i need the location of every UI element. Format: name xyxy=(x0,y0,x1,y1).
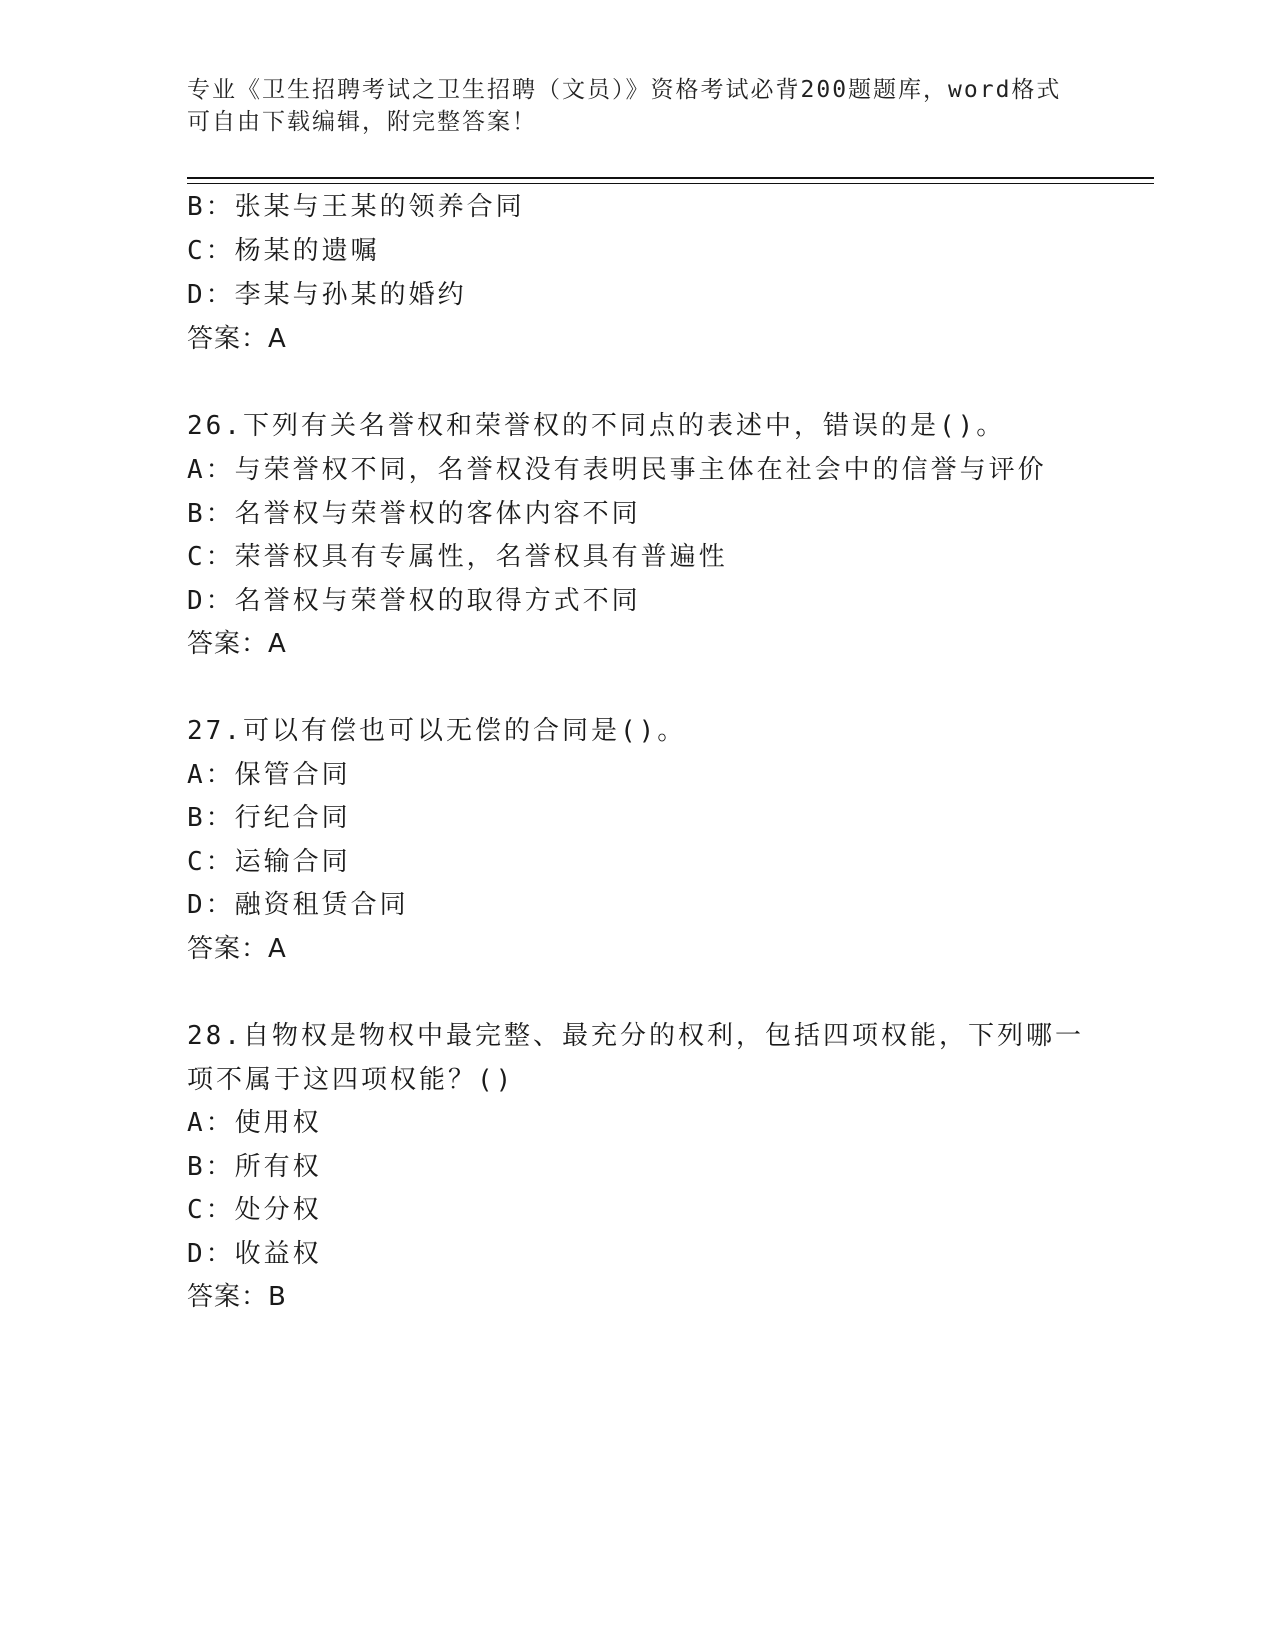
header-divider-thick xyxy=(187,177,1154,179)
q25-answer: 答案：A xyxy=(187,324,287,354)
q27-option-d: D：融资租赁合同 xyxy=(187,890,409,920)
q28-option-c: C：处分权 xyxy=(187,1195,322,1225)
q27-stem: 27.可以有偿也可以无偿的合同是()。 xyxy=(187,716,687,746)
q28-option-a: A：使用权 xyxy=(187,1108,322,1138)
header-title-line-1: 专业《卫生招聘考试之卫生招聘（文员）》资格考试必背200题题库，word格式 xyxy=(187,77,1062,103)
q28-stem-line-1: 28.自物权是物权中最完整、最充分的权利，包括四项权能，下列哪一 xyxy=(187,1021,1084,1051)
document-header xyxy=(187,74,1087,138)
q28-answer: 答案：B xyxy=(187,1282,287,1312)
header-title-line-2: 可自由下载编辑，附完整答案！ xyxy=(187,109,537,135)
q25-option-b: B：张某与王某的领养合同 xyxy=(187,192,525,222)
header-divider-thin xyxy=(187,183,1154,184)
q26-answer: 答案：A xyxy=(187,629,287,659)
q26-option-d: D：名誉权与荣誉权的取得方式不同 xyxy=(187,586,641,616)
q26-option-b: B：名誉权与荣誉权的客体内容不同 xyxy=(187,499,641,529)
q27-answer: 答案：A xyxy=(187,934,287,964)
q28-option-d: D：收益权 xyxy=(187,1239,322,1269)
q26-option-c: C：荣誉权具有专属性，名誉权具有普遍性 xyxy=(187,542,728,572)
q26-option-a: A：与荣誉权不同，名誉权没有表明民事主体在社会中的信誉与评价 xyxy=(187,455,1047,485)
q26-stem: 26.下列有关名誉权和荣誉权的不同点的表述中，错误的是()。 xyxy=(187,411,1006,441)
q27-option-a: A：保管合同 xyxy=(187,760,351,790)
q28-stem-line-2: 项不属于这四项权能？() xyxy=(187,1065,515,1095)
q25-option-d: D：李某与孙某的婚约 xyxy=(187,280,467,310)
q27-option-c: C：运输合同 xyxy=(187,847,351,877)
q27-option-b: B：行纪合同 xyxy=(187,803,351,833)
q25-option-c: C：杨某的遗嘱 xyxy=(187,236,380,266)
q28-option-b: B：所有权 xyxy=(187,1152,322,1182)
